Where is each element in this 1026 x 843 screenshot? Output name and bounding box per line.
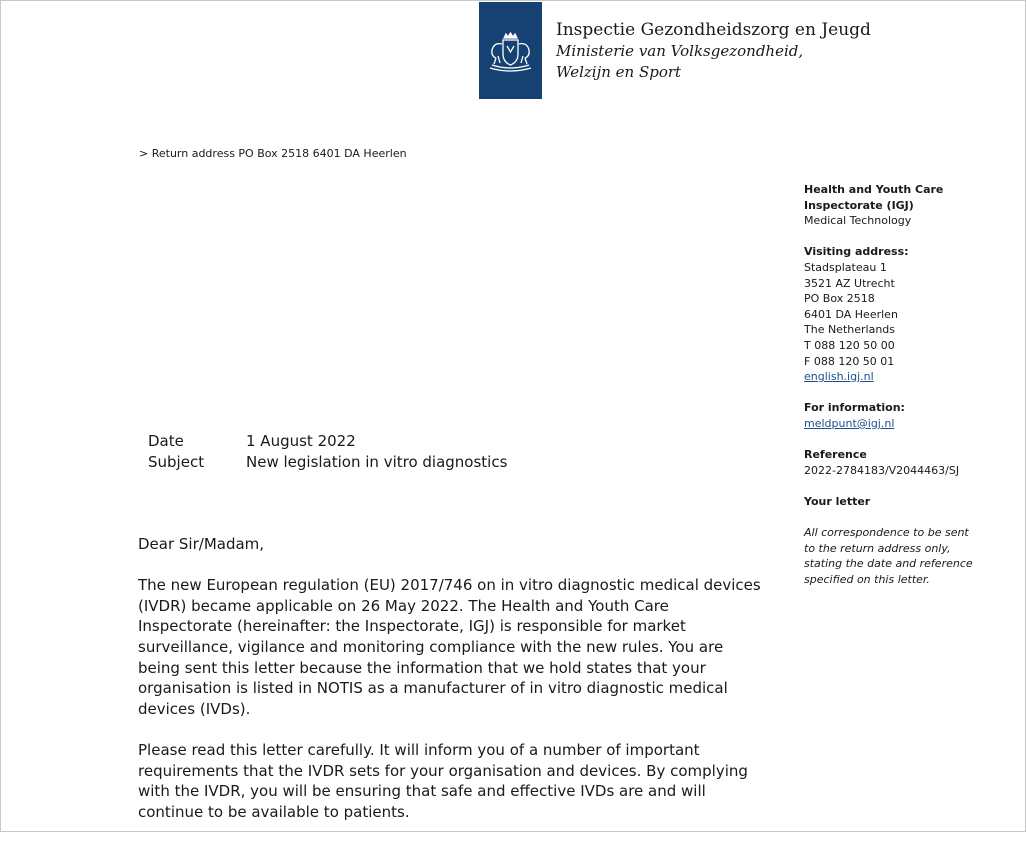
phone-number: T 088 120 50 00	[804, 338, 895, 352]
body-line: (IVDR) became applicable on 26 May 2022. The Health and Youth Care	[138, 596, 669, 615]
reference-label: Reference	[804, 448, 867, 462]
organisation-header	[556, 19, 871, 83]
info-label: For information:	[804, 401, 905, 415]
correspondence-note	[804, 525, 1004, 587]
body-line: surveillance, vigilance and monitoring compliance with the new rules. You are	[138, 637, 724, 656]
sidebar-department: Medical Technology	[804, 214, 912, 228]
letter-meta	[148, 431, 507, 473]
body-line: Inspectorate (hereinafter: the Inspectorate, IGJ) is responsible for market	[138, 617, 686, 636]
note-line: stating the date and reference	[804, 557, 973, 571]
body-line: Please read this letter carefully. It will inform you of a number of important	[138, 740, 700, 759]
address-line: 3521 AZ Utrecht	[804, 276, 895, 290]
date-value: 1 August 2022	[246, 432, 356, 450]
organisation-name: Inspectie Gezondheidszorg en Jeugd	[556, 20, 871, 40]
salutation: Dear Sir/Madam,	[138, 535, 265, 553]
coat-of-arms-icon	[482, 32, 539, 74]
website-link[interactable]: english.igj.nl	[804, 370, 874, 384]
date-label: Date	[148, 432, 184, 450]
body-line: being sent this letter because the information that we hold states that your	[138, 658, 706, 677]
body-line: organisation is listed in NOTIS as a manufacturer of in vitro diagnostic medical	[138, 679, 728, 698]
ministry-line-2: Welzijn en Sport	[556, 63, 682, 81]
address-line: 6401 DA Heerlen	[804, 307, 898, 321]
body-line: with the IVDR, you will be ensuring that safe and effective IVDs are and will	[138, 782, 706, 801]
letter-body	[138, 534, 798, 843]
note-line: to the return address only,	[804, 541, 951, 555]
fax-number: F 088 120 50 01	[804, 354, 895, 368]
your-letter-label: Your letter	[804, 494, 871, 508]
paragraph-2	[138, 740, 798, 822]
body-line: continue to be available to patients.	[138, 802, 410, 821]
government-logo	[479, 2, 542, 99]
return-address: > Return address PO Box 2518 6401 DA Heerlen	[139, 147, 407, 160]
body-line: requirements that the IVDR sets for your organisation and devices. By complying	[138, 761, 748, 780]
address-line: PO Box 2518	[804, 292, 875, 306]
body-line: devices (IVDs).	[138, 699, 251, 718]
info-email-link[interactable]: meldpunt@igj.nl	[804, 416, 895, 430]
note-line: All correspondence to be sent	[804, 526, 969, 540]
body-line: The new European regulation (EU) 2017/746 on in vitro diagnostic medical devices	[138, 576, 761, 595]
ministry-line-1: Ministerie van Volksgezondheid,	[556, 42, 804, 60]
note-line: specified on this letter.	[804, 572, 930, 586]
subject-value: New legislation in vitro diagnostics	[246, 453, 508, 471]
paragraph-1	[138, 575, 798, 719]
sidebar	[804, 182, 1004, 587]
subject-label: Subject	[148, 453, 205, 471]
sidebar-org-line-1: Health and Youth Care	[804, 183, 944, 196]
reference-value: 2022-2784183/V2044463/SJ	[804, 463, 960, 477]
sidebar-org-line-2: Inspectorate (IGJ)	[804, 198, 914, 212]
address-line: The Netherlands	[804, 323, 896, 337]
visiting-address-label: Visiting address:	[804, 245, 909, 259]
address-line: Stadsplateau 1	[804, 260, 887, 274]
